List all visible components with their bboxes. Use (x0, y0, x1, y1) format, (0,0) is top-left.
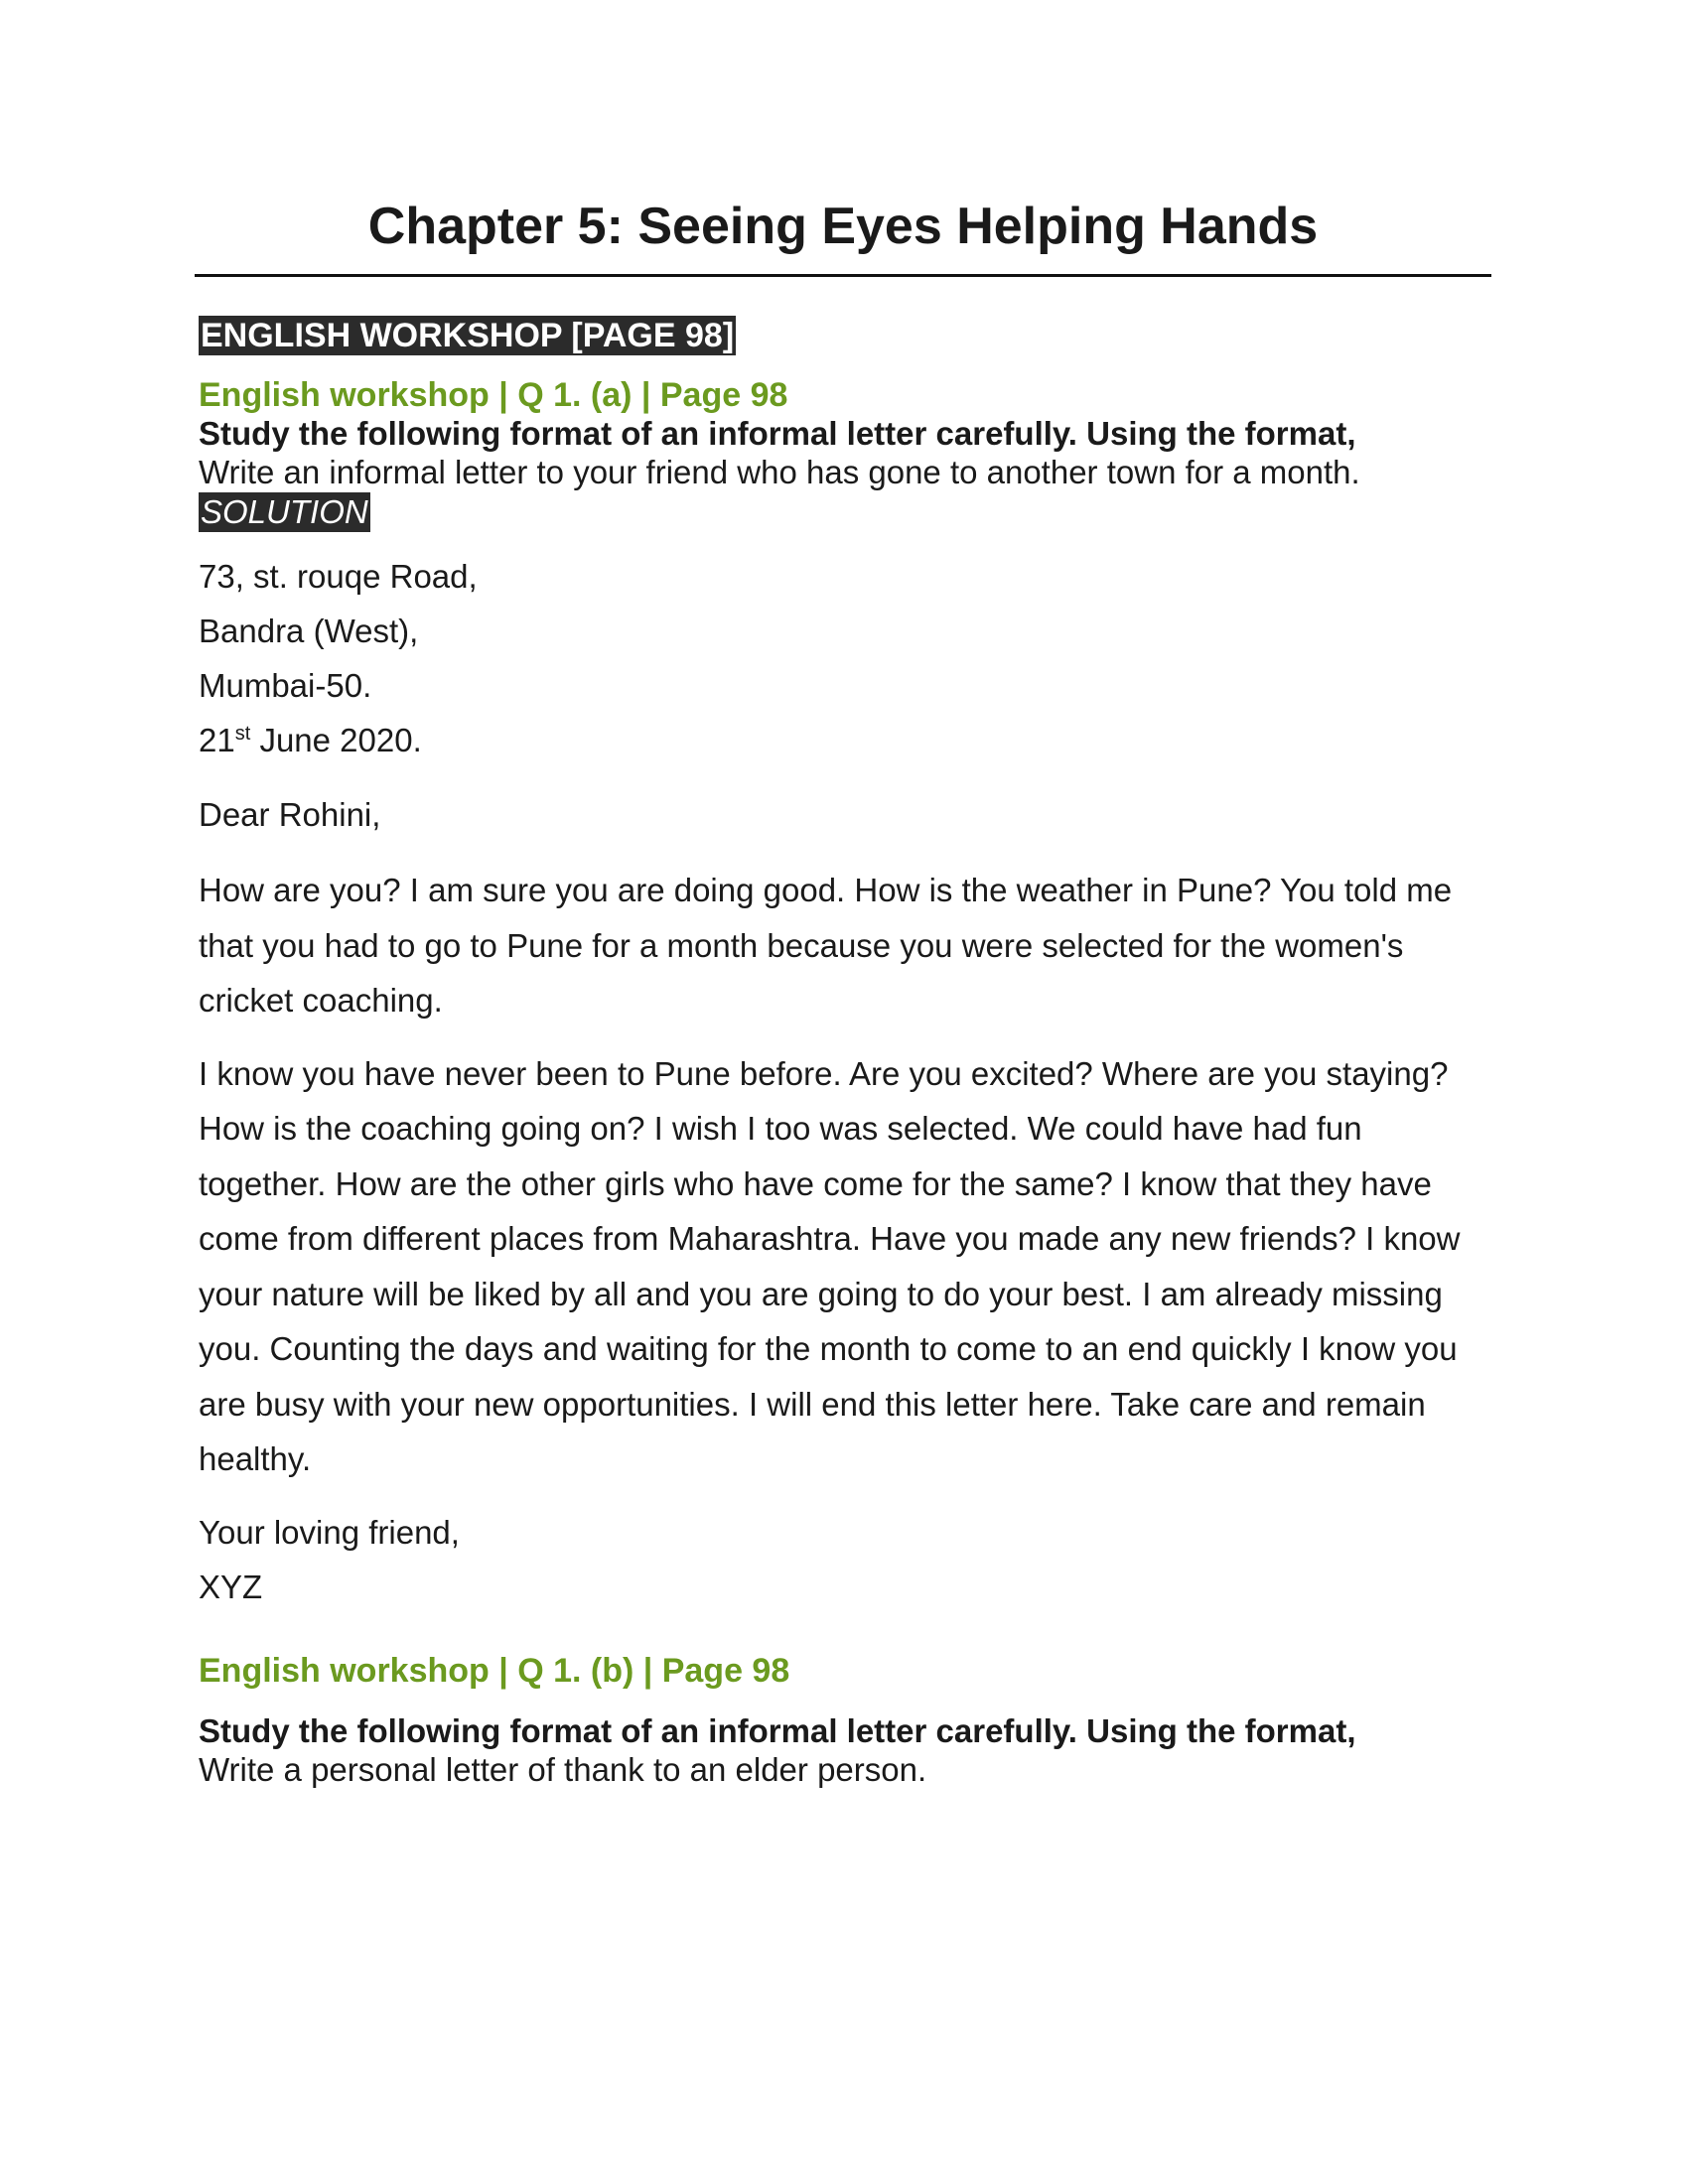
solution-badge-row (199, 492, 1489, 532)
paragraph-line: are busy with your new opportunities. I will end this letter here. Take care and remain (199, 1385, 1426, 1423)
paragraph-line: I know you have never been to Pune before. Are you excited? Where are you staying? (199, 1054, 1449, 1092)
title-divider (195, 274, 1491, 277)
question-1b (199, 1651, 1489, 1790)
letter-signature: XYZ (199, 1568, 263, 1605)
section-banner: ENGLISH WORKSHOP [PAGE 98] (201, 317, 735, 354)
date-rest: June 2020. (250, 722, 422, 758)
solution-badge: SOLUTION (201, 493, 368, 530)
question-prompt: Write an informal letter to your friend who has gone to another town for a month. (199, 454, 1360, 490)
letter (199, 549, 1489, 1614)
address-line: Mumbai-50. (199, 667, 372, 704)
paragraph-line: How is the coaching going on? I wish I too was selected. We could have had fun (199, 1110, 1362, 1147)
question-prompt: Write a personal letter of thank to an elder person. (199, 1750, 927, 1788)
paragraph-line: come from different places from Maharashtra. Have you made any new friends? I know (199, 1220, 1461, 1257)
date-suffix: st (234, 723, 251, 745)
letter-closing: Your loving friend, (199, 1513, 460, 1551)
letter-paragraph-1 (199, 863, 1489, 1028)
paragraph-line: together. How are the other girls who have come for the same? I know that they have (199, 1164, 1432, 1202)
question-heading: English workshop | Q 1. (a) | Page 98 (199, 376, 788, 414)
paragraph-line: your nature will be liked by all and you are going to do your best. I am already missing (199, 1275, 1443, 1312)
question-1a (199, 375, 1489, 492)
paragraph-line: healthy. (199, 1440, 312, 1477)
question-instruction: Study the following format of an informal letter carefully. Using the format, (199, 1711, 1356, 1749)
paragraph-line: cricket coaching. (199, 982, 443, 1019)
paragraph-line: How are you? I am sure you are doing good. How is the weather in Pune? You told me (199, 872, 1453, 908)
address-line: 73, st. rouqe Road, (199, 558, 478, 595)
letter-date (199, 713, 1489, 767)
paragraph-line: that you had to go to Pune for a month because you were selected for the women's (199, 926, 1404, 964)
address-line: Bandra (West), (199, 613, 419, 649)
question-heading: English workshop | Q 1. (b) | Page 98 (199, 1651, 790, 1690)
question-instruction: Study the following format of an informal letter carefully. Using the format, (199, 415, 1356, 452)
paragraph-line: you. Counting the days and waiting for the month to come to an end quickly I know you (199, 1330, 1458, 1367)
page-content (199, 316, 1489, 1790)
letter-salutation: Dear Rohini, (199, 796, 381, 833)
page-title: Chapter 5: Seeing Eyes Helping Hands (367, 198, 1319, 255)
date-day: 21 (199, 722, 235, 758)
section-banner-row (199, 316, 1489, 355)
letter-paragraph-2 (199, 1046, 1489, 1487)
